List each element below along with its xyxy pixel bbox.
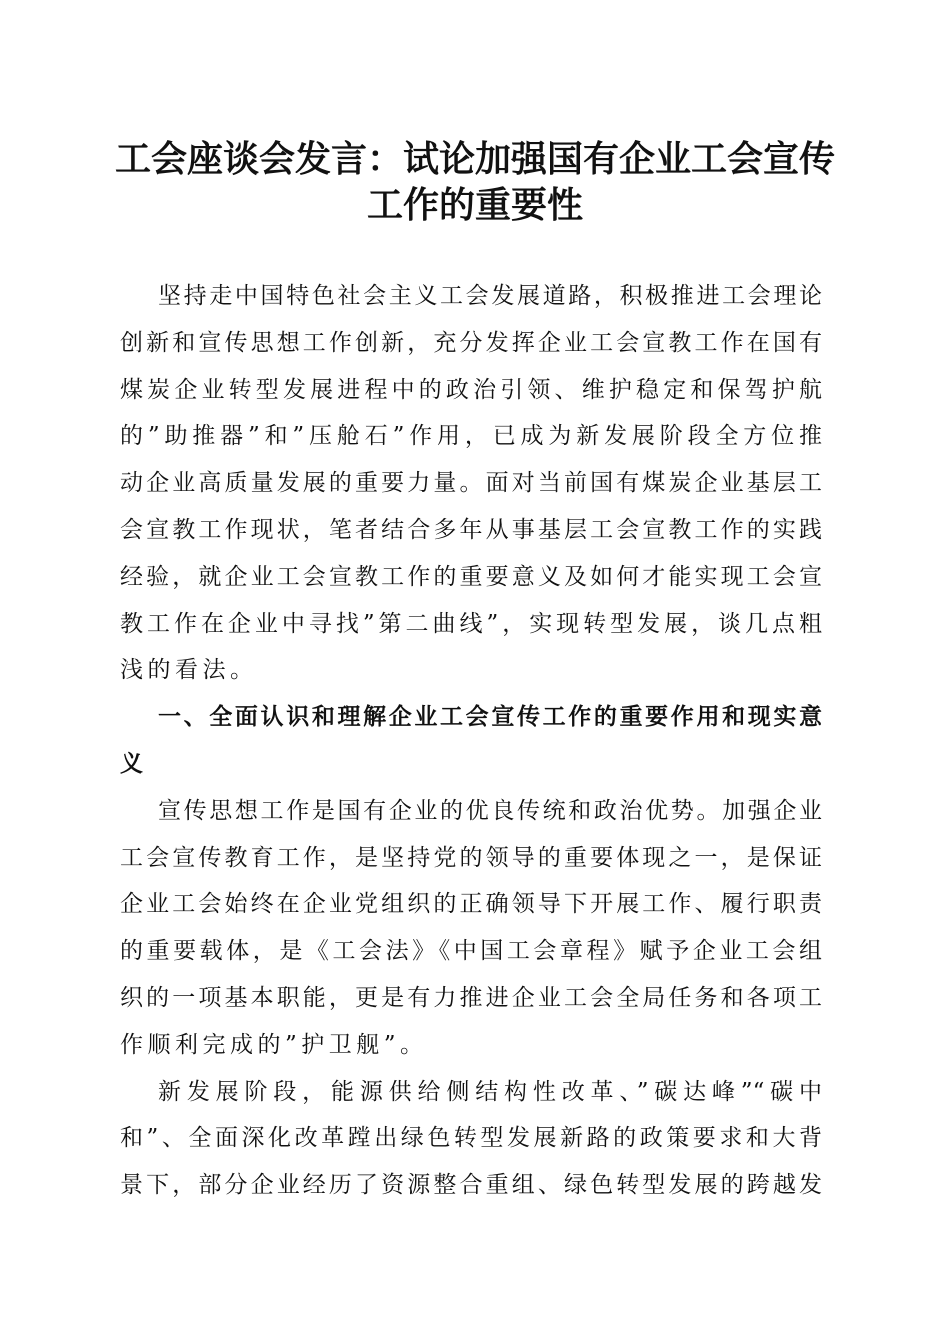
title-line: 工作的重要性	[366, 184, 583, 226]
text-line: 新发展阶段，能源供给侧结构性改革、”碳达峰”“碳中	[158, 1078, 822, 1105]
text-line: 浅的看法。	[120, 657, 258, 684]
title-line: 工会座谈会发言：试论加强国有企业工会宣传	[114, 138, 835, 180]
section-heading	[120, 694, 822, 788]
text-line: 一、全面认识和理解企业工会宣传工作的重要作用和现实意	[158, 703, 822, 731]
text-line: 和”、全面深化改革蹚出绿色转型发展新路的政策要求和大背	[120, 1125, 822, 1152]
text-line: 教工作在企业中寻找”第二曲线”，实现转型发展，谈几点粗	[120, 610, 822, 637]
text-line: 宣传思想工作是国有企业的优良传统和政治优势。加强企业	[158, 797, 822, 824]
paragraph	[120, 273, 822, 694]
text-line: 企业工会始终在企业党组织的正确领导下开展工作、履行职责	[120, 891, 822, 918]
text-line: 作顺利完成的”护卫舰”。	[120, 1031, 428, 1058]
text-line: 义	[120, 749, 148, 777]
text-line: 景下，部分企业经历了资源整合重组、绿色转型发展的跨越发	[120, 1172, 822, 1199]
text-line: 的”助推器”和”压舱石”作用，已成为新发展阶段全方位推	[120, 423, 822, 450]
text-line: 煤炭企业转型发展进程中的政治引领、维护稳定和保驾护航	[120, 376, 822, 403]
text-line: 工会宣传教育工作，是坚持党的领导的重要体现之一，是保证	[120, 844, 822, 871]
text-line: 经验，就企业工会宣教工作的重要意义及如何才能实现工会宣	[120, 563, 822, 590]
text-line: 动企业高质量发展的重要力量。面对当前国有煤炭企业基层工	[120, 470, 822, 497]
text-line: 创新和宣传思想工作创新，充分发挥企业工会宣教工作在国有	[120, 329, 822, 356]
text-line: 坚持走中国特色社会主义工会发展道路，积极推进工会理论	[158, 283, 822, 309]
text-line: 的重要载体，是《工会法》《中国工会章程》赋予企业工会组	[120, 938, 822, 965]
paragraph	[120, 788, 822, 1069]
text-line: 会宣教工作现状，笔者结合多年从事基层工会宣教工作的实践	[120, 516, 822, 543]
document-title	[100, 136, 850, 228]
paragraph	[120, 1069, 822, 1209]
document-body	[120, 273, 822, 1209]
text-line: 织的一项基本职能，更是有力推进企业工会全局任务和各项工	[120, 984, 822, 1011]
